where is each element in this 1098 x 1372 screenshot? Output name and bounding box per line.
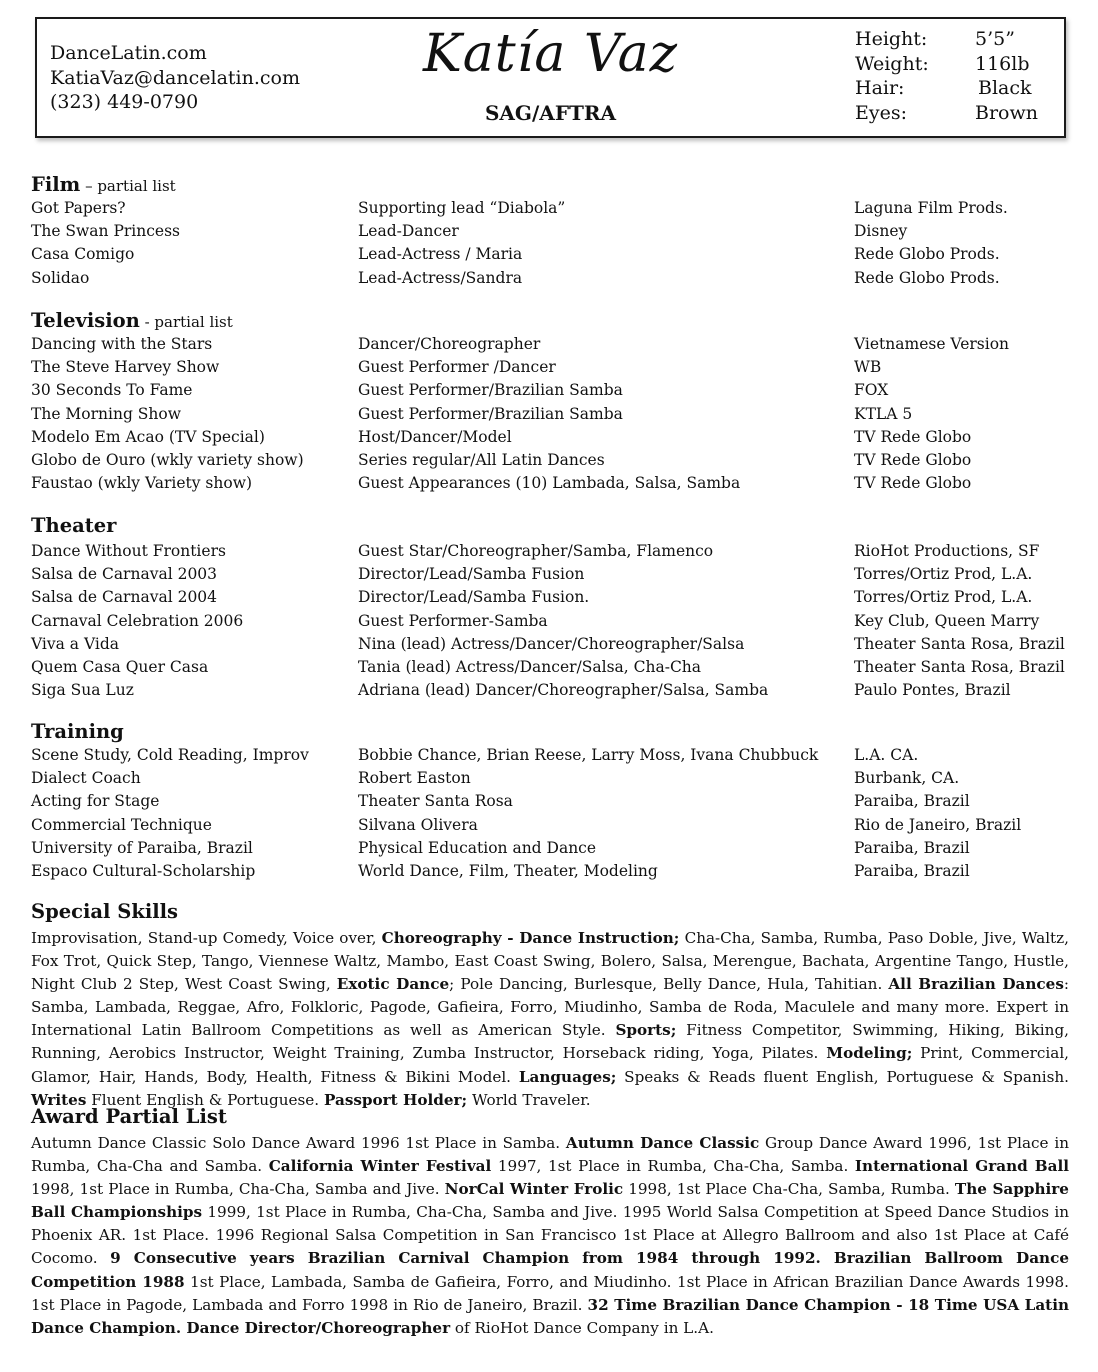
body-text: Improvisation, Stand-up Comedy, Voice over, [31, 929, 382, 947]
credit-role: Guest Performer /Dancer [358, 358, 556, 377]
credit-role: Guest Performer/Brazilian Samba [358, 404, 623, 423]
stat-value: Brown [975, 101, 1038, 124]
stat-label: Weight: [855, 52, 929, 75]
body-text: Fitness Competitor, Swimming, Hiking, Biking, Running, Aerobics Instructor, Weight Training, Zumba Instructor, Horseback riding, Yoga, Pilates. [31, 1021, 1069, 1063]
credit-role: Guest Appearances (10) Lambada, Salsa, Samba [358, 474, 741, 493]
credit-role: Series regular/All Latin Dances [358, 450, 605, 469]
body-text: 1998, 1st Place in Rumba, Cha-Cha, Samba and Jive. [31, 1180, 445, 1199]
credit-role: Director/Lead/Samba Fusion [358, 565, 585, 584]
credit-title: Salsa de Carnaval 2004 [31, 588, 218, 607]
credit-title: Acting for Stage [31, 792, 160, 811]
body-text: 1999, 1st Place in Rumba, Cha-Cha, Samba and Jive. 1995 World Salsa Competition at Speed Dance Studios in Phoenix AR. 1st Place. 1996 Regional Salsa Competition in San Francisco 1st Place at Allegro Ballroom and also 1st Place at Café Cocomo. [31, 1203, 1069, 1268]
credit-company: Vietnamese Version [854, 335, 1010, 353]
credit-title: Scene Study, Cold Reading, Improv [31, 746, 309, 764]
credit-company: KTLA 5 [854, 404, 913, 423]
training-row [31, 862, 1071, 885]
highlight-text: Modeling; [826, 1044, 913, 1063]
television-table [31, 335, 1071, 497]
credit-title: Got Papers? [31, 199, 126, 217]
credit-title: Commercial Technique [31, 815, 212, 834]
credit-role: Nina (lead) Actress/Dancer/Choreographer/Salsa [358, 634, 745, 653]
film-subtitle: – partial list [80, 177, 176, 195]
theater-row [31, 612, 1071, 635]
body-text: : Samba, Lambada, Reggae, Afro, Folkloric, Pagode, Gafieira, Forro, Miudinho, Samba de Roda, Maculele and many more. Expert in International Latin Ballroom Competitions as well as American Style. [31, 975, 1069, 1040]
credit-role: Robert Easton [358, 769, 471, 788]
physical-stats [855, 27, 1038, 125]
credit-title: Espaco Cultural-Scholarship [31, 861, 256, 880]
television-subtitle: - partial list [139, 313, 233, 331]
film-row [31, 199, 1071, 222]
credit-title: The Steve Harvey Show [31, 358, 220, 377]
highlight-text: International Grand Ball [854, 1157, 1070, 1176]
theater-row [31, 565, 1071, 588]
highlight-text: Exotic Dance [336, 975, 450, 994]
film-row [31, 269, 1071, 292]
credit-title: Dancing with the Stars [31, 335, 213, 353]
credit-title: 30 Seconds To Fame [31, 381, 193, 400]
credit-role: Director/Lead/Samba Fusion. [358, 588, 590, 607]
credit-title: The Morning Show [31, 404, 182, 423]
credit-company: RioHot Productions, SF [854, 542, 1040, 560]
credit-company: Torres/Ortiz Prod, L.A. [854, 565, 1033, 584]
body-text: Print, Commercial, Glamor, Hair, Hands, Body, Health, Fitness & Bikini Model. [31, 1044, 1070, 1086]
union-affiliation: SAG/AFTRA [484, 101, 617, 125]
credit-company: Theater Santa Rosa, Brazil [854, 657, 1065, 676]
credit-role: Dancer/Choreographer [358, 335, 541, 353]
body-text: Fluent English & Portuguese. [86, 1090, 324, 1109]
credit-company: L.A. CA. [854, 746, 919, 764]
television-row [31, 474, 1071, 497]
credit-role: Physical Education and Dance [358, 838, 597, 857]
credit-role: Guest Performer-Samba [358, 611, 548, 630]
highlight-text: Writes [31, 1090, 87, 1109]
highlight-text: NorCal Winter Frolic [444, 1180, 624, 1199]
highlight-text: Languages; [518, 1067, 617, 1086]
credit-role: Lead-Actress/Sandra [358, 268, 523, 287]
body-text: ; Pole Dancing, Burlesque, Belly Dance, Hula, Tahitian. [449, 975, 889, 994]
header-box [35, 17, 1066, 138]
credit-role: Guest Performer/Brazilian Samba [358, 381, 623, 400]
credit-role: World Dance, Film, Theater, Modeling [358, 861, 658, 880]
television-row [31, 451, 1071, 474]
stat-height [855, 27, 1038, 52]
credit-title: Viva a Vida [31, 634, 120, 653]
highlight-text: Choreography - Dance Instruction; [381, 929, 680, 947]
awards-paragraph [31, 1132, 1069, 1340]
credit-company: Rede Globo Prods. [854, 245, 1000, 264]
credit-company: Rio de Janeiro, Brazil [854, 815, 1022, 834]
credit-title: Siga Sua Luz [31, 681, 134, 700]
television-row [31, 358, 1071, 381]
stat-hair [855, 76, 1038, 101]
training-title: Training [31, 720, 124, 743]
credit-company: FOX [854, 381, 889, 400]
body-text: 1st Place, Lambada, Samba de Gafieira, Forro, and Miudinho. 1st Place in African Brazilian Dance Awards 1998. 1st Place in Pagode, Lambada and Forro 1998 in Rio de Janeiro, Brazil. [31, 1272, 1070, 1314]
highlight-text: The Sapphire Ball Championships [31, 1180, 1069, 1222]
credit-company: WB [854, 358, 882, 377]
theater-table [31, 542, 1071, 704]
credit-role: Theater Santa Rosa [358, 792, 513, 811]
film-heading [31, 173, 176, 196]
credit-role: Bobbie Chance, Brian Reese, Larry Moss, Ivana Chubbuck [358, 746, 819, 764]
awards-heading [31, 1105, 227, 1128]
stat-eyes [855, 101, 1038, 126]
credit-company: Rede Globo Prods. [854, 268, 1000, 287]
credit-company: Disney [854, 222, 908, 241]
website-link[interactable]: DanceLatin.com [50, 42, 207, 64]
television-row [31, 335, 1071, 358]
body-text: Group Dance Award 1996, 1st Place in Rumba, Cha-Cha and Samba. [31, 1134, 1069, 1176]
film-title: Film [31, 173, 81, 196]
credit-title: Carnaval Celebration 2006 [31, 611, 244, 630]
skills-paragraph [31, 927, 1069, 1112]
credit-role: Silvana Olivera [358, 815, 478, 834]
television-row [31, 381, 1071, 404]
highlight-text: Autumn Dance Classic [565, 1134, 760, 1152]
theater-heading [31, 514, 116, 537]
credit-title: Quem Casa Quer Casa [31, 657, 209, 676]
skills-title: Special Skills [31, 900, 179, 923]
training-table [31, 746, 1071, 885]
theater-row [31, 635, 1071, 658]
credit-title: University of Paraiba, Brazil [31, 838, 253, 857]
credit-company: Burbank, CA. [854, 769, 960, 788]
highlight-text: California Winter Festival [268, 1157, 492, 1176]
film-row [31, 245, 1071, 268]
credit-company: Theater Santa Rosa, Brazil [854, 634, 1065, 653]
credit-title: Faustao (wkly Variety show) [31, 474, 253, 493]
training-row [31, 746, 1071, 769]
body-text: 1998, 1st Place Cha-Cha, Samba, Rumba. [623, 1180, 955, 1199]
skills-heading [31, 900, 178, 923]
training-row [31, 816, 1071, 839]
credit-company: Paraiba, Brazil [854, 792, 970, 811]
television-row [31, 428, 1071, 451]
highlight-text: 32 Time Brazilian Dance Champion - 18 Time USA Latin Dance Champion. Dance Director/Choreographer [31, 1295, 1070, 1337]
body-text: Cha-Cha, Samba, Rumba, Paso Doble, Jive, Waltz, Fox Trot, Quick Step, Tango, Viennese Waltz, Mambo, East Coast Swing, Bolero, Salsa, Merengue, Bachata, Argentine Tango, Hustle, Night Club 2 Step, West Coast Swing, [31, 929, 1069, 994]
training-row [31, 839, 1071, 862]
highlight-text: 9 Consecutive years Brazilian Carnival Champion from 1984 through 1992. Brazilian Ballroom Dance Competition 1988 [31, 1249, 1069, 1291]
credit-company: Paraiba, Brazil [854, 861, 970, 880]
credit-title: Dialect Coach [31, 769, 141, 788]
performer-name: Katía Vaz [422, 24, 679, 84]
theater-row [31, 658, 1071, 681]
film-row [31, 222, 1071, 245]
credit-role: Lead-Dancer [358, 222, 459, 241]
training-row [31, 792, 1071, 815]
stat-label: Eyes: [855, 101, 907, 124]
email-link[interactable]: KatiaVaz@dancelatin.com [50, 66, 300, 89]
theater-row [31, 542, 1071, 565]
theater-title: Theater [31, 514, 117, 537]
training-heading [31, 720, 124, 743]
credit-company: Paraiba, Brazil [854, 838, 970, 857]
highlight-text: Passport Holder; [323, 1090, 468, 1109]
credit-title: Globo de Ouro (wkly variety show) [31, 450, 304, 469]
credit-title: Salsa de Carnaval 2003 [31, 565, 218, 584]
stat-value: 116lb [975, 52, 1030, 75]
credit-company: TV Rede Globo [854, 474, 972, 493]
credit-role: Lead-Actress / Maria [358, 245, 523, 264]
credit-company: Torres/Ortiz Prod, L.A. [854, 588, 1033, 607]
credit-company: TV Rede Globo [854, 427, 972, 446]
credit-role: Adriana (lead) Dancer/Choreographer/Salsa, Samba [358, 681, 769, 700]
credit-company: Laguna Film Prods. [854, 199, 1008, 217]
credit-title: Casa Comigo [31, 245, 135, 264]
credit-title: Solidao [31, 268, 90, 287]
training-row [31, 769, 1071, 792]
highlight-text: All Brazilian Dances [888, 975, 1064, 994]
stat-value: Black [978, 77, 1032, 99]
credit-title: Dance Without Frontiers [31, 542, 226, 560]
credit-company: Paulo Pontes, Brazil [854, 681, 1011, 700]
television-row [31, 405, 1071, 428]
stat-label: Hair: [855, 77, 905, 99]
credit-title: The Swan Princess [31, 222, 180, 241]
body-text: of RioHot Dance Company in L.A. [450, 1318, 714, 1337]
body-text: Autumn Dance Classic Solo Dance Award 1996 1st Place in Samba. [31, 1134, 566, 1152]
body-text: Speaks & Reads fluent English, Portuguese & Spanish. [616, 1067, 1069, 1086]
phone-number: (323) 449-0790 [50, 91, 199, 113]
awards-title: Award Partial List [31, 1105, 227, 1128]
theater-row [31, 681, 1071, 704]
credit-company: Key Club, Queen Marry [854, 611, 1040, 630]
stat-value: 5’5” [975, 28, 1015, 50]
highlight-text: Sports; [615, 1021, 677, 1040]
stat-label: Height: [855, 28, 928, 50]
credit-title: Modelo Em Acao (TV Special) [31, 427, 265, 446]
credit-role: Guest Star/Choreographer/Samba, Flamenco [358, 542, 714, 560]
theater-row [31, 588, 1071, 611]
stat-weight [855, 52, 1038, 77]
television-heading [31, 309, 233, 332]
body-text: 1997, 1st Place in Rumba, Cha-Cha, Samba. [491, 1157, 855, 1176]
body-text: World Traveler. [467, 1090, 591, 1109]
television-title: Television [31, 309, 140, 332]
credit-role: Tania (lead) Actress/Dancer/Salsa, Cha-Cha [358, 657, 702, 676]
credit-role: Host/Dancer/Model [358, 427, 512, 446]
credit-role: Supporting lead “Diabola” [358, 199, 566, 217]
credit-company: TV Rede Globo [854, 450, 972, 469]
film-table [31, 199, 1071, 292]
